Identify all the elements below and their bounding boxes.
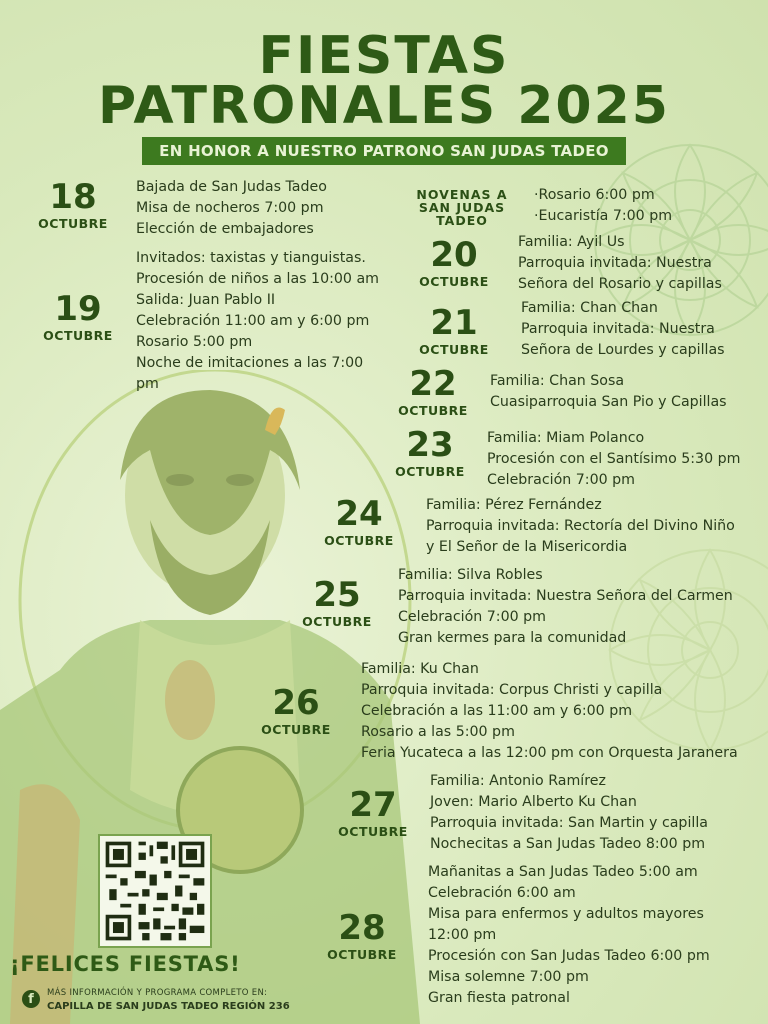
day-26-events	[361, 659, 738, 764]
event-line: Familia: Pérez Fernández	[426, 497, 602, 513]
event-line: Celebración 11:00 am y 6:00 pm	[136, 313, 370, 329]
event-line: Noche de imitaciones a las 7:00	[136, 355, 364, 371]
day-23-events	[487, 428, 740, 491]
title-line-2: PATRONALES 2025	[98, 76, 670, 136]
day-24	[311, 494, 407, 548]
more-info-label: MÁS INFORMACIÓN Y PROGRAMA COMPLETO EN:	[47, 988, 268, 998]
day-month: OCTUBRE	[302, 614, 372, 629]
honor-banner: EN HONOR A NUESTRO PATRONO SAN JUDAS TADEO	[142, 137, 626, 165]
day-number: 25	[313, 575, 361, 615]
day-number: 18	[49, 177, 97, 217]
event-line: Joven: Mario Alberto Ku Chan	[430, 794, 637, 810]
day-month: OCTUBRE	[419, 274, 489, 289]
event-line: Familia: Chan Chan	[521, 300, 658, 316]
day-20	[406, 235, 502, 289]
qr-code-icon	[102, 838, 208, 944]
title-line-1: FIESTAS	[258, 26, 510, 86]
event-line: Familia: Ayil Us	[518, 234, 625, 250]
day-27-events	[430, 771, 708, 855]
day-number: 19	[54, 289, 102, 329]
event-line: Celebración 6:00 am	[428, 885, 576, 901]
event-line: Parroquia invitada: Nuestra Señora del Carmen	[398, 588, 733, 604]
event-line: Procesión con San Judas Tadeo 6:00 pm	[428, 948, 710, 964]
day-20-events	[518, 232, 722, 295]
day-23	[382, 425, 478, 479]
day-number: 21	[430, 303, 478, 343]
day-21	[406, 303, 502, 357]
event-line: Misa de nocheros 7:00 pm	[136, 200, 324, 216]
event-line: Elección de embajadores	[136, 221, 314, 237]
felices-fiestas: ¡FELICES FIESTAS!	[10, 952, 241, 976]
day-22-events	[490, 371, 727, 413]
day-month: OCTUBRE	[419, 342, 489, 357]
day-number: 24	[335, 494, 383, 534]
day-number: 22	[409, 364, 457, 404]
day-month: OCTUBRE	[395, 464, 465, 479]
day-number: 20	[430, 235, 478, 275]
event-line: Cuasiparroquia San Pio y Capillas	[490, 394, 727, 410]
event-line: y El Señor de la Misericordia	[426, 539, 628, 555]
event-line: Nochecitas a San Judas Tadeo 8:00 pm	[430, 836, 706, 852]
event-line: ·Rosario 6:00 pm	[534, 187, 655, 203]
day-18-events	[136, 177, 327, 240]
day-month: OCTUBRE	[261, 722, 331, 737]
event-line: Bajada de San Judas Tadeo	[136, 179, 327, 195]
event-line: Familia: Ku Chan	[361, 661, 479, 677]
event-line: Gran fiesta patronal	[428, 990, 570, 1006]
event-line: Celebración 7:00 pm	[487, 472, 635, 488]
event-line: Misa para enfermos y adultos mayores	[428, 906, 704, 922]
day-month: OCTUBRE	[398, 403, 468, 418]
event-line: Procesión con el Santísimo 5:30 pm	[487, 451, 741, 467]
facebook-page-name[interactable]: CAPILLA DE SAN JUDAS TADEO REGIÓN 236	[47, 1001, 290, 1012]
day-number: 27	[349, 785, 397, 825]
day-month: OCTUBRE	[327, 947, 397, 962]
event-line: Familia: Silva Robles	[398, 567, 543, 583]
event-line: Parroquia invitada: Nuestra	[518, 255, 712, 271]
event-line: Misa solemne 7:00 pm	[428, 969, 589, 985]
event-line: Procesión de niños a las 10:00 am	[136, 271, 379, 287]
event-line: Celebración 7:00 pm	[398, 609, 546, 625]
day-25-events	[398, 565, 733, 649]
day-19	[30, 289, 126, 343]
event-line: Parroquia invitada: Nuestra	[521, 321, 715, 337]
event-line: Parroquia invitada: Corpus Christi y capilla	[361, 682, 663, 698]
day-18	[25, 177, 121, 231]
novenas-title: NOVENAS A SAN JUDAS TADEO	[416, 187, 508, 228]
facebook-icon[interactable]: f	[22, 990, 40, 1008]
event-line: Señora del Rosario y capillas	[518, 276, 722, 292]
event-line: Salida: Juan Pablo II	[136, 292, 276, 308]
day-number: 26	[272, 683, 320, 723]
event-line: Rosario 5:00 pm	[136, 334, 253, 350]
day-number: 23	[406, 425, 454, 465]
day-month: OCTUBRE	[338, 824, 408, 839]
day-28	[314, 908, 410, 962]
event-line: Parroquia invitada: Rectoría del Divino Niño	[426, 518, 735, 534]
day-27	[325, 785, 421, 839]
event-line: Invitados: taxistas y tianguistas.	[136, 250, 366, 266]
day-month: OCTUBRE	[38, 216, 108, 231]
event-line: Familia: Chan Sosa	[490, 373, 625, 389]
event-line: Gran kermes para la comunidad	[398, 630, 627, 646]
day-26	[248, 683, 344, 737]
event-line: Familia: Miam Polanco	[487, 430, 645, 446]
novenas-events	[534, 185, 672, 227]
event-line: pm	[136, 376, 159, 392]
event-line: Rosario a las 5:00 pm	[361, 724, 515, 740]
day-24-events	[426, 495, 735, 558]
day-25	[289, 575, 385, 629]
day-21-events	[521, 298, 725, 361]
event-line: Feria Yucateca a las 12:00 pm con Orquesta Jaranera	[361, 745, 738, 761]
event-line: Familia: Antonio Ramírez	[430, 773, 606, 789]
day-22	[385, 364, 481, 418]
day-month: OCTUBRE	[324, 533, 394, 548]
day-month: OCTUBRE	[43, 328, 113, 343]
event-line: Mañanitas a San Judas Tadeo 5:00 am	[428, 864, 698, 880]
qr-code[interactable]	[98, 834, 212, 948]
event-line: Señora de Lourdes y capillas	[521, 342, 725, 358]
day-number: 28	[338, 908, 386, 948]
event-line: Celebración a las 11:00 am y 6:00 pm	[361, 703, 633, 719]
event-line: ·Eucaristía 7:00 pm	[534, 208, 673, 224]
event-line: Parroquia invitada: San Martin y capilla	[430, 815, 708, 831]
day-19-events	[136, 248, 379, 395]
event-line: 12:00 pm	[428, 927, 497, 943]
day-28-events	[428, 862, 710, 1009]
